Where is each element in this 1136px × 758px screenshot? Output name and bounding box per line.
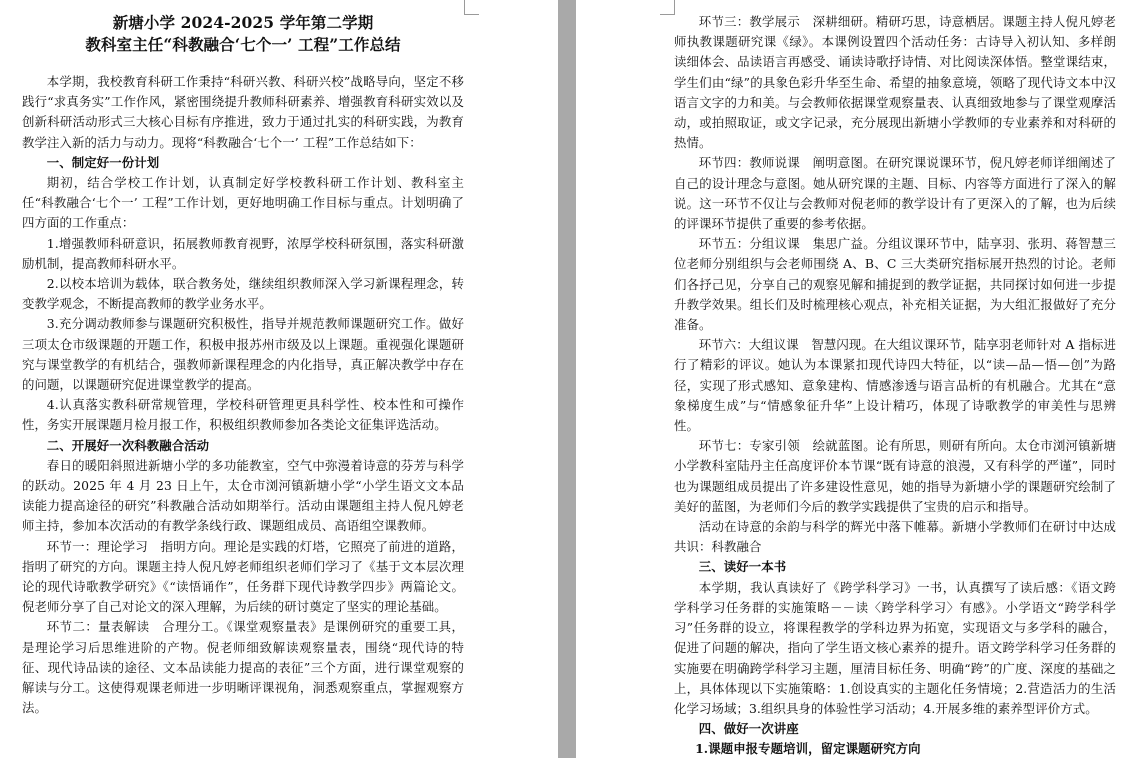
- body-paragraph: 2.以校本培训为载体，联合教务处，继续组织教师深入学习新课程理念，转变教学观念，不断提高教师的教学业务水平。: [22, 276, 464, 312]
- body-paragraph: 环节二：量表解读 合理分工。《课堂观察量表》是课例研究的重要工具，是理论学习后思维进阶的产物。倪老师细致解读观察量表，围绕“现代诗的特征、现代诗品读的途径、文本品读能力提高的表征”三个方面，进行课堂观察的解读与分工。这使得观课老师进一步明晰评课视角，洞悉观察重点，掌握观察方法。: [22, 619, 464, 716]
- section-heading: 一、制定好一份计划: [46, 154, 160, 170]
- body-paragraph: 春日的暖阳斜照进新塘小学的多功能教室，空气中弥漫着诗意的芬芳与科学的跃动。2025 年 4 月 23 日上午，太仓市浏河镇新塘小学“小学生语文文本品读能力提高途径的研究”科教融合活动如期举行。活动由课题组主持人倪凡婷老师主持，参加本次活动的有教学条线行政、课题组成员、高语组空课教师。: [22, 457, 464, 534]
- body-paragraph: 环节五：分组议课 集思广益。分组议课环节中，陆享羽、张玥、蒋智慧三位老师分别组织与会老师围绕 A、B、C 三大类研究指标展开热烈的讨论。老师们各抒己见，分享自己的观察见解和捕捉到的教学证据，共同探讨如何进一步提升教学效果。组长们及时梳理核心观点，补充相关证据，为大组汇报做好了充分准备。: [674, 236, 1116, 333]
- body-paragraph: 环节一：理论学习 指明方向。理论是实践的灯塔，它照亮了前进的道路，指明了研究的方向。课题主持人倪凡婷老师组织老师们学习了《基于文本层次理论的现代诗歌教学研究》《“读悟诵作”，任务群下现代诗教学四步》两篇论文。倪老师分享了自己对论文的深入理解，为后续的研讨奠定了坚实的理论基础。: [22, 538, 464, 615]
- document-page-right: [576, 0, 1136, 758]
- document-title-line1: 新塘小学 2024-2025 学年第二学期: [112, 13, 374, 32]
- page-body-right: [674, 12, 1116, 758]
- document-title-line2: 教科室主任“科教融合‘七个一’ 工程”工作总结: [85, 35, 401, 54]
- section-heading: 二、开展好一次科教融合活动: [46, 437, 210, 453]
- page-content-left: [22, 12, 464, 719]
- body-paragraph: 本学期，我认真读好了《跨学科学习》一书，认真撰写了读后感：《语文跨学科学习任务群的实施策略－－读〈跨学科学习〉有感》。小学语文“跨学科学习”任务群的设立，将课程教学的学科边界为拓宽，实现语文与多学科的融合，促进了问题的解决，指向了学生语文核心素养的提升。语文跨学科学习任务群的实施要在明确跨学科学习主题，厘清目标任务、明确“跨”的广度、深度的基础之上，具体体现以下实施策略：1.创设真实的主题化任务情境；2.营造活力的生活化学习场域；3.组织具身的体验性学习活动；4.开展多维的素养型评价方式。: [674, 579, 1116, 716]
- document-page-left: [0, 0, 558, 758]
- body-paragraph: 环节六：大组议课 智慧闪现。在大组议课环节，陆享羽老师针对 A 指标进行了精彩的评议。她认为本课紧扣现代诗四大特征，以“读—品—悟—创”为路径，实现了形式感知、意象建构、情感渗透与语言品析的有机融合。尤其在“意象梯度生成”与“情感象征升华”上设计精巧，体现了诗歌教学的审美性与思辨性。: [674, 337, 1116, 434]
- body-paragraph: 3.充分调动教师参与课题研究积极性，指导并规范教师课题研究工作。做好三项太仓市级课题的开题工作，积极申报苏州市级及以上课题。重视强化课题研究与课堂教学的有机结合，强教师新课程理念的内化指导，真正解决教学中存在的问题，以课题研究促进课堂教学的提高。: [22, 316, 464, 393]
- body-paragraph: 活动在诗意的余韵与科学的辉光中落下帷幕。新塘小学教师们在研讨中达成共识：科教融合: [674, 519, 1116, 555]
- crop-mark: [464, 0, 479, 15]
- section-heading: 四、做好一次讲座: [698, 721, 799, 737]
- page-body-left: [22, 72, 464, 719]
- body-paragraph: 期初，结合学校工作计划，认真制定好学校教科研工作计划、教科室主任“科教融合‘七个一’ 工程”工作计划，更好地明确工作目标与重点。计划明确了四方面的工作重点：: [22, 175, 464, 231]
- subsection-heading: 1.课题申报专题培训，留定课题研究方向: [695, 741, 921, 757]
- section-heading: 三、读好一本书: [698, 559, 787, 575]
- body-paragraph: 本学期，我校教育科研工作秉持“科研兴教、科研兴校”战略导向，坚定不移践行“求真务实”工作作风，紧密围绕提升教师科研素养、增强教育科研实效以及创新科研活动形式三大核心目标有序推进，致力于通过扎实的科研实践，为教育教学注入新的活力与动力。现将“科教融合‘七个一’ 工程”工作总结如下：: [22, 74, 464, 150]
- title-spacer: [22, 56, 464, 72]
- page-content-right: [674, 12, 1116, 758]
- body-paragraph: 4.认真落实教科研常规管理，学校科研管理更具科学性、校本性和可操作性，务实开展课题月检月报工作，积极组织教师参加各类论文征集评选活动。: [22, 397, 464, 433]
- body-paragraph: 1.增强教师科研意识，拓展教师教育视野，浓厚学校科研氛围，落实科研激励机制，提高教师科研水平。: [22, 235, 464, 271]
- body-paragraph: 环节四：教师说课 阐明意图。在研究课说课环节，倪凡婷老师详细阐述了自己的设计理念与意图。她从研究课的主题、目标、内容等方面进行了深入的解说。这一环节不仅让与会教师对倪老师的教学设计有了更深入的了解，也为后续的评课环节提供了重要的参考依据。: [674, 155, 1116, 232]
- body-paragraph: 环节七：专家引领 绘就蓝图。论有所思，则研有所向。太仓市浏河镇新塘小学教科室陆丹主任高度评价本节课“既有诗意的浪漫，又有科学的严谨”，同时也为课题组成员提出了许多建设性意见，她的指导为新塘小学的课题研究绘制了美好的蓝图，为老师们今后的教学实践提供了宝贵的启示和指导。: [674, 438, 1116, 514]
- page-gap: [558, 0, 576, 758]
- body-paragraph: 环节三：教学展示 深耕细研。精研巧思，诗意栖居。课题主持人倪凡婷老师执教课题研究课《绿》。本课例设置四个活动任务：古诗导入初认知、多样朗读细体会、品读语言再感受、诵读诗歌抒诗情、对比阅读深体悟。整堂课结束，学生们由“绿”的具象色彩升华至生命、希望的抽象意境，领略了现代诗文本中汉语言文字的力和美。与会教师依据课堂观察量表、认真细致地参与了课堂观摩活动，或拍照取证，或文字记录，充分展现出新塘小学教师的专业素养和对科研的热情。: [674, 14, 1116, 151]
- crop-mark: [660, 0, 675, 15]
